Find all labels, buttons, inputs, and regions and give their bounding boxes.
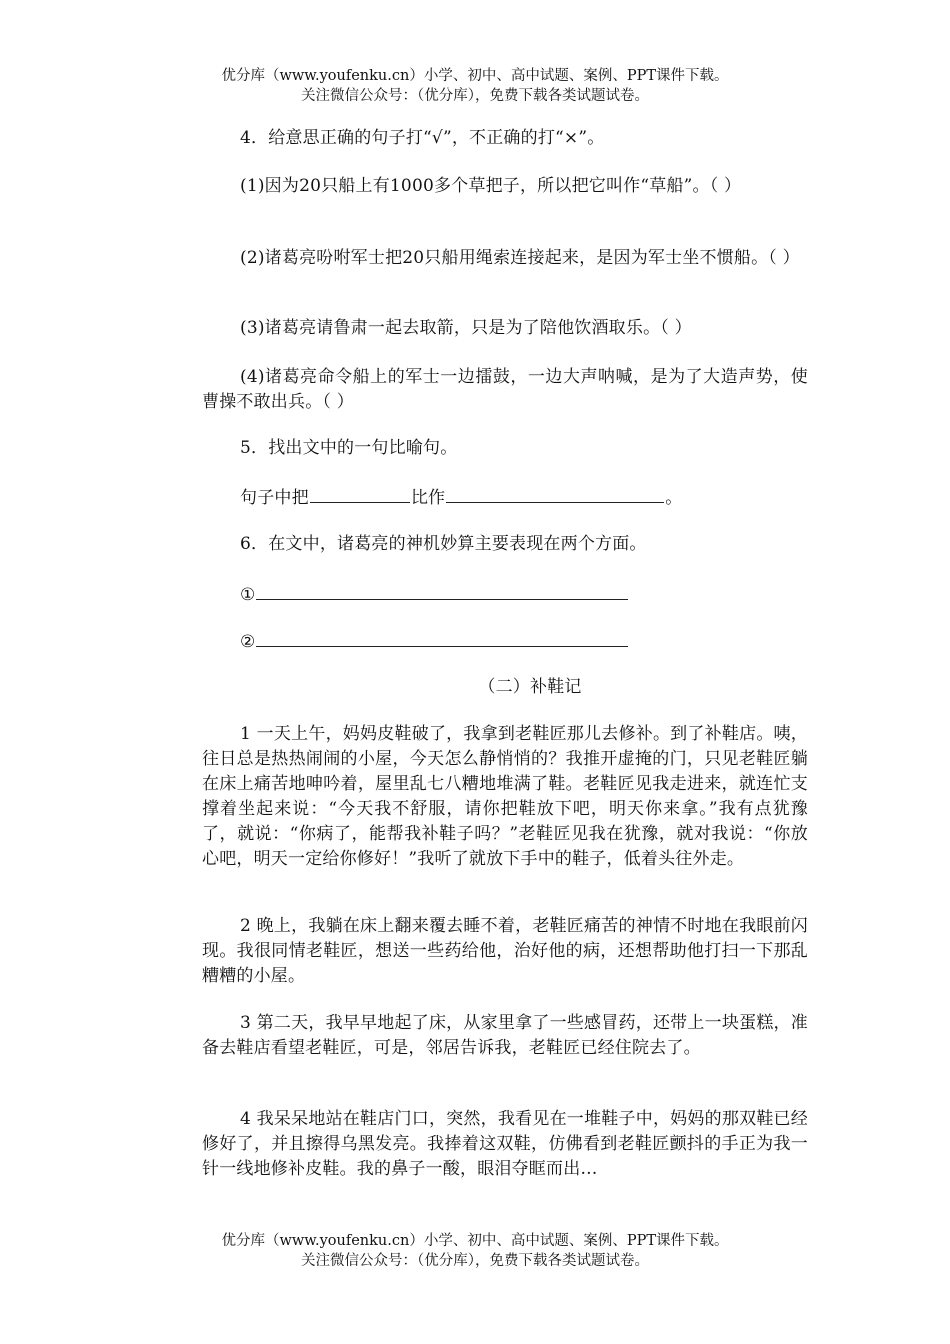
q5-text-2: 比作 xyxy=(410,488,446,508)
q6-blank-2[interactable] xyxy=(256,628,628,647)
question-6-answer-2 xyxy=(240,628,629,655)
q5-text-3: 。 xyxy=(665,488,683,508)
story-paragraph-1: 1 一天上午，妈妈皮鞋破了，我拿到老鞋匠那儿去修补。到了补鞋店。咦，往日总是热热闹闹的小屋，今天怎么静悄悄的？我推开虚掩的门，只见老鞋匠躺在床上痛苦地呻吟着，屋里乱七八糟地堆满了鞋。老鞋匠见我走进来，就连忙支撑着坐起来说：“今天我不舒服，请你把鞋放下吧，明天你来拿。”我有点犹豫了，就说：“你病了，能帮我补鞋子吗？”老鞋匠见我在犹豫，就对我说：“你放心吧，明天一定给你修好！”我听了就放下手中的鞋子，低着头往外走。 xyxy=(202,724,808,869)
story-paragraph-4: 4 我呆呆地站在鞋店门口，突然，我看见在一堆鞋子中，妈妈的那双鞋已经修好了，并且擦得乌黑发亮。我捧着这双鞋，仿佛看到老鞋匠颤抖的手正为我一针一线地修补皮鞋。我的鼻子一酸，眼泪夺眶而出… xyxy=(202,1109,808,1179)
header-line-1: 优分库（www.youfenku.cn）小学、初中、高中试题、案例、PPT课件下载。 xyxy=(221,68,729,84)
question-6-title: 6．在文中，诸葛亮的神机妙算主要表现在两个方面。 xyxy=(240,534,647,554)
story-paragraph-2: 2 晚上，我躺在床上翻来覆去睡不着，老鞋匠痛苦的神情不时地在我眼前闪现。我很同情老鞋匠，想送一些药给他，治好他的病，还想帮助他打扫一下那乱糟糟的小屋。 xyxy=(202,916,808,986)
page-footer xyxy=(0,1231,950,1271)
q6-mark-1: ① xyxy=(240,585,256,605)
question-4-item-2: (2)诸葛亮吩咐军士把20只船用绳索连接起来，是因为军士坐不惯船。（ ） xyxy=(240,248,800,268)
q6-mark-2: ② xyxy=(240,632,256,652)
footer-line-2: 关注微信公众号：（优分库），免费下载各类试题试卷。 xyxy=(301,1253,649,1269)
header-line-2: 关注微信公众号：（优分库），免费下载各类试题试卷。 xyxy=(301,88,649,104)
q5-blank-subject[interactable] xyxy=(310,484,410,503)
q6-blank-1[interactable] xyxy=(256,581,628,600)
question-4-item-4: (4)诸葛亮命令船上的军士一边擂鼓，一边大声呐喊，是为了大造声势，使曹操不敢出兵。（ ） xyxy=(202,367,808,412)
question-5-title: 5．找出文中的一句比喻句。 xyxy=(240,438,458,458)
page-header xyxy=(0,66,950,106)
q5-text-1: 句子中把 xyxy=(240,488,309,508)
q5-blank-object[interactable] xyxy=(446,484,664,503)
story-title: （二）补鞋记 xyxy=(478,677,582,697)
story-paragraph-3: 3 第二天，我早早地起了床，从家里拿了一些感冒药，还带上一块蛋糕，准备去鞋店看望老鞋匠，可是，邻居告诉我，老鞋匠已经住院去了。 xyxy=(202,1013,808,1058)
question-4-item-3: (3)诸葛亮请鲁肃一起去取箭，只是为了陪他饮酒取乐。（ ） xyxy=(240,318,692,338)
footer-line-1: 优分库（www.youfenku.cn）小学、初中、高中试题、案例、PPT课件下载。 xyxy=(221,1233,729,1249)
question-6-answer-1 xyxy=(240,581,629,608)
question-4-title: 4．给意思正确的句子打“√”，不正确的打“×”。 xyxy=(240,128,605,148)
question-5-answer-line xyxy=(202,484,808,511)
question-4-item-1: (1)因为20只船上有1000多个草把子，所以把它叫作“草船”。（ ） xyxy=(240,176,742,196)
